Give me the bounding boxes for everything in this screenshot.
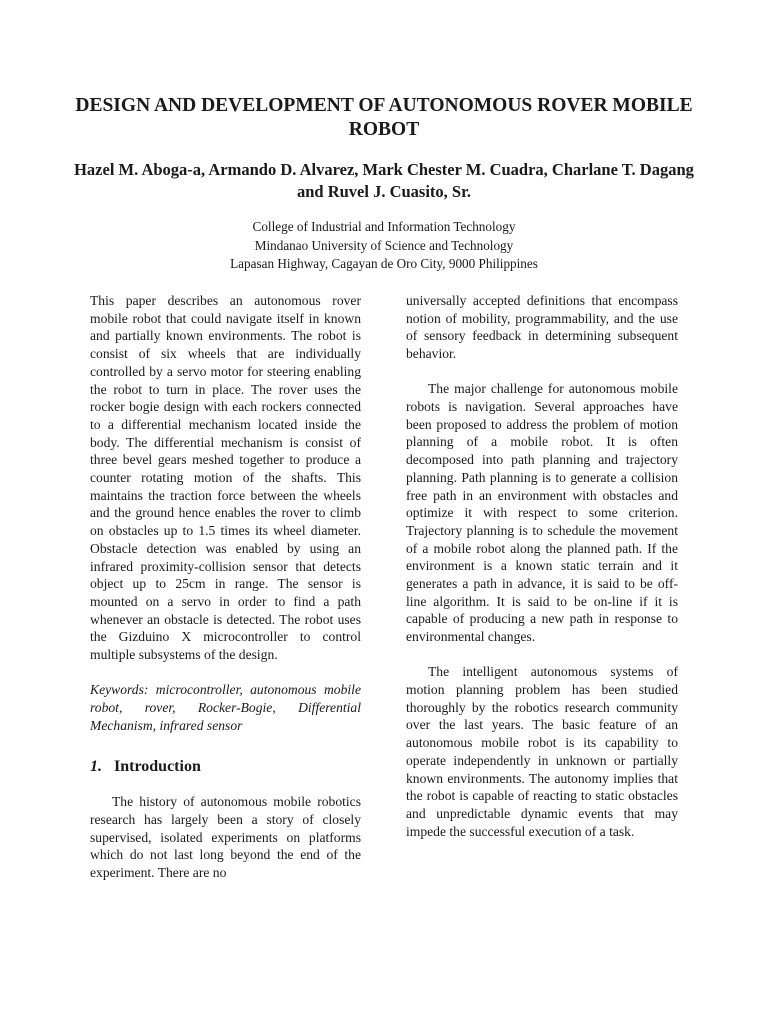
affiliation-university: Mindanao University of Science and Technology xyxy=(254,237,514,253)
section-title: Introduction xyxy=(114,758,201,776)
abstract-text: This paper describes an autonomous rover mobile robot that could navigate itself in known and partially known environments. The robot is consist of six wheels that are individually controlled by a servo motor for steering enabling the robot to turn in place. The rover uses the rocker bogie design with each rockers connected to a differential mechanism located inside the body. The differential mechanism is consist of three bevel gears meshed together to produce a counter rotating motion of the shafts. This maintains the traction force between the wheels and the ground hence enables the rover to climb on obstacles up to 1.5 times its wheel diameter. Obstacle detection was enabled by using an infrared proximity-collision sensor that detects object up to 25cm in range. The sensor is mounted on a servo in order to find a path whenever an obstacle is detected. The robot uses the Gizduino X microcontroller to control multiple subsystems of the design. xyxy=(90,293,361,663)
left-column xyxy=(90,292,361,882)
affiliation-college: College of Industrial and Information Technology xyxy=(252,219,516,234)
affiliation-block xyxy=(60,218,708,274)
author-list: Hazel M. Aboga-a, Armando D. Alvarez, Mark Chester M. Cuadra, Charlane T. Dagang and Ruvel J. Cuasito, Sr. xyxy=(74,160,694,201)
intro-paragraph-1: The history of autonomous mobile robotics research has largely been a story of closely supervised, isolated experiments on platforms which do not last long beyond the end of the experiment. There are no xyxy=(90,794,361,881)
intro-paragraph-3: The intelligent autonomous systems of motion planning problem has been studied thoroughly by the robotics research community over the last years. The basic feature of an autonomous mobile robot is its capability to operate independently in unknown or partially known environments. The autonomy implies that the robot is capable of reacting to static obstacles and unpredictable dynamic events that may impede the successful execution of a task. xyxy=(406,664,678,839)
affiliation-address: Lapasan Highway, Cagayan de Oro City, 9000 Philippines xyxy=(230,256,538,271)
intro-paragraph-1-continued: universally accepted definitions that encompass notion of mobility, programmability, and the use of sensory feedback in determining subsequent behavior. xyxy=(406,293,678,362)
right-column xyxy=(406,292,678,840)
intro-paragraph-2: The major challenge for autonomous mobile robots is navigation. Several approaches have been proposed to address the problem of motion planning of a mobile robot. It is often decomposed into path planning and trajectory planning. Path planning is to generate a collision free path in an environment with obstacles and optimize it with respect to some criterion. Trajectory planning is to schedule the movement of a mobile robot along the planned path. If the environment is a known static terrain and it generates a path in advance, it is said to be off-line algorithm. It is said to be on-line if it is capable of producing a new path in response to environmental changes. xyxy=(406,381,678,645)
paper-title: DESIGN AND DEVELOPMENT OF AUTONOMOUS ROVER MOBILE ROBOT xyxy=(75,95,693,140)
section-number: 1. xyxy=(90,758,102,776)
keywords: Keywords: microcontroller, autonomous mobile robot, rover, Rocker-Bogie, Differential Mechanism, infrared sensor xyxy=(90,682,361,733)
section-heading xyxy=(90,757,361,777)
